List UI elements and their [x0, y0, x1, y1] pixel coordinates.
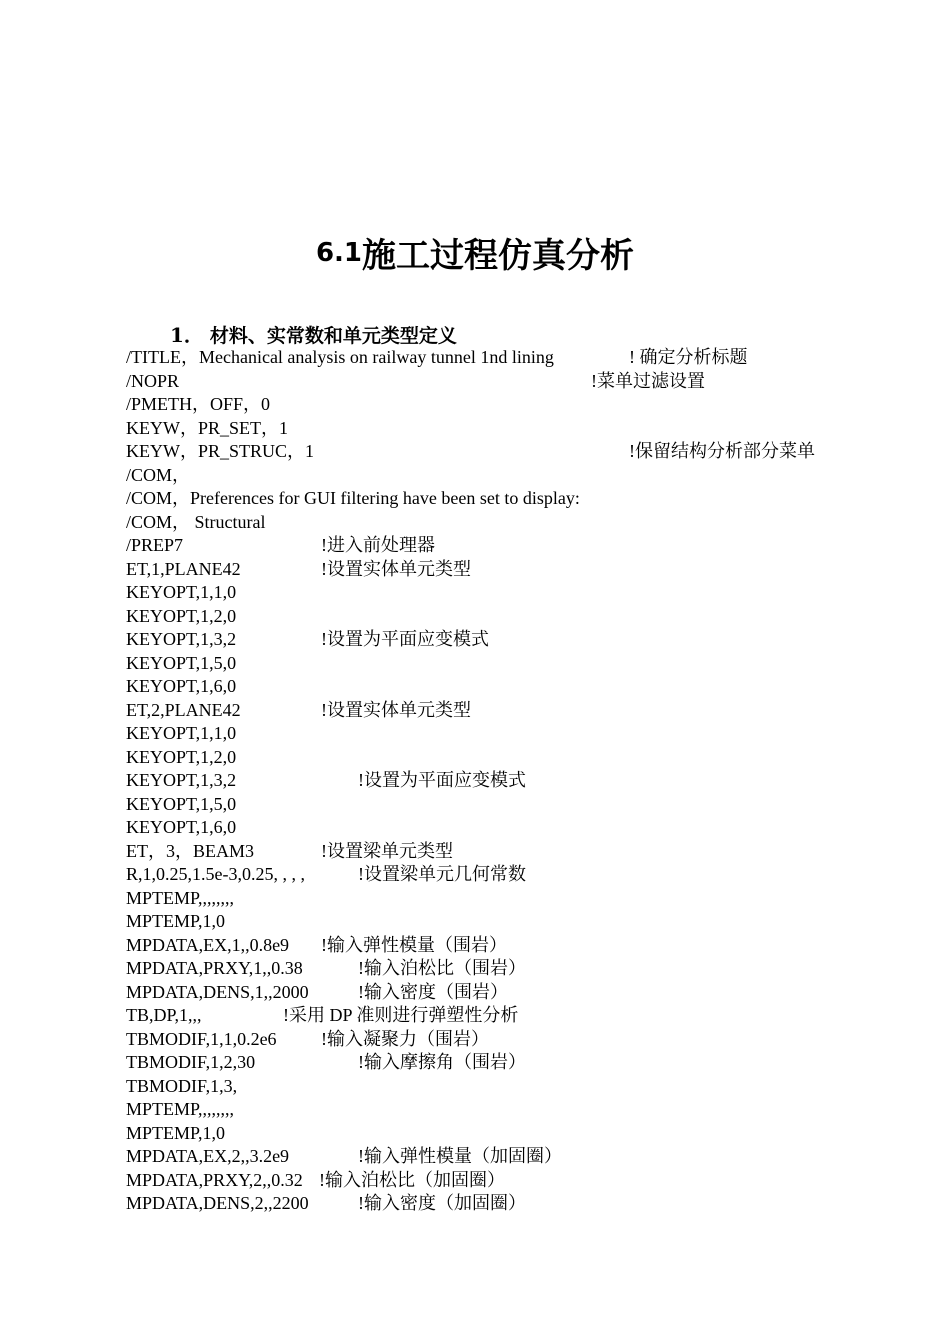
command-comment: !输入密度（加固圈）: [358, 1193, 526, 1213]
section-number: 1．: [170, 323, 204, 347]
command-line: [126, 487, 926, 511]
command-line: [126, 1028, 926, 1052]
command-line: [126, 1051, 926, 1075]
command-code: MPTEMP,,,,,,,,: [126, 1099, 235, 1119]
command-line: [126, 816, 926, 840]
command-line: [126, 1169, 926, 1193]
command-code: MPDATA,EX,1,,0.8e9: [126, 934, 290, 955]
command-line: [126, 534, 926, 558]
command-code: KEYW，PR_SET，1: [126, 417, 288, 438]
command-line: [126, 628, 926, 652]
command-line: [126, 464, 926, 488]
page-title: [0, 228, 950, 277]
command-comment: !输入摩擦角（围岩）: [358, 1052, 526, 1072]
command-code: MPDATA,EX,2,,3.2e9: [126, 1146, 290, 1166]
command-code: KEYW，PR_STRUC，1: [126, 441, 315, 461]
command-line: [126, 769, 926, 793]
command-code: /TITLE，Mechanical analysis on railway tunnel 1nd lining: [126, 347, 554, 367]
command-code: TBMODIF,1,1,0.2e6: [126, 1028, 277, 1049]
command-line: [126, 417, 926, 441]
command-code: /COM， Structural: [126, 511, 266, 532]
command-comment: !设置为平面应变模式: [358, 770, 526, 790]
title-number: 6.1: [315, 238, 363, 268]
command-comment: !输入密度（围岩）: [358, 981, 508, 1002]
command-comment: !输入泊松比（围岩）: [358, 958, 526, 978]
command-code: /PREP7: [126, 535, 184, 555]
command-code: KEYOPT,1,5,0: [126, 652, 237, 673]
command-comment: !菜单过滤设置: [591, 370, 705, 391]
command-listing: [126, 346, 926, 1216]
command-line: [126, 440, 926, 464]
command-code: KEYOPT,1,5,0: [126, 793, 237, 814]
command-code: MPDATA,PRXY,1,,0.38: [126, 958, 303, 978]
command-code: KEYOPT,1,2,0: [126, 605, 237, 626]
command-comment: !输入弹性模量（围岩）: [321, 934, 507, 955]
command-line: [126, 370, 926, 394]
command-line: [126, 863, 926, 887]
command-line: [126, 699, 926, 723]
command-line: [126, 1075, 926, 1099]
command-line: [126, 605, 926, 629]
command-code: KEYOPT,1,6,0: [126, 817, 237, 837]
command-code: MPDATA,DENS,1,,2000: [126, 981, 309, 1002]
command-line: [126, 934, 926, 958]
command-code: MPTEMP,1,0: [126, 1122, 226, 1143]
command-code: TB,DP,1,,,: [126, 1005, 202, 1025]
command-line: [126, 393, 926, 417]
command-line: [126, 746, 926, 770]
command-code: MPTEMP,1,0: [126, 911, 226, 931]
command-line: [126, 652, 926, 676]
command-line: [126, 581, 926, 605]
command-code: TBMODIF,1,3,: [126, 1075, 238, 1096]
command-line: [126, 840, 926, 864]
command-comment: !输入弹性模量（加固圈）: [358, 1146, 562, 1166]
command-line: [126, 675, 926, 699]
command-line: [126, 1145, 926, 1169]
command-comment: !设置梁单元几何常数: [358, 864, 526, 884]
command-line: [126, 793, 926, 817]
command-line: [126, 722, 926, 746]
command-line: [126, 1192, 926, 1216]
command-comment: !设置实体单元类型: [321, 699, 471, 720]
title-text: 施工过程仿真分析: [362, 236, 635, 276]
command-line: [126, 1122, 926, 1146]
command-code: MPDATA,PRXY,2,,0.32: [126, 1169, 303, 1190]
section-label: 材料、实常数和单元类型定义: [209, 325, 457, 347]
command-code: MPTEMP,,,,,,,,: [126, 887, 235, 908]
command-line: [126, 910, 926, 934]
command-code: KEYOPT,1,3,2: [126, 770, 237, 790]
command-code: KEYOPT,1,6,0: [126, 676, 237, 696]
command-code: ET，3，BEAM3: [126, 840, 254, 861]
command-line: [126, 1004, 926, 1028]
command-code: TBMODIF,1,2,30: [126, 1052, 256, 1072]
command-comment: !输入泊松比（加固圈）: [319, 1169, 505, 1190]
command-code: MPDATA,DENS,2,,2200: [126, 1193, 309, 1213]
command-code: /NOPR: [126, 370, 180, 391]
command-line: [126, 1098, 926, 1122]
command-line: [126, 887, 926, 911]
command-code: KEYOPT,1,2,0: [126, 746, 237, 767]
command-comment: !输入凝聚力（围岩）: [321, 1028, 489, 1049]
command-comment: !设置实体单元类型: [321, 558, 471, 579]
command-code: KEYOPT,1,1,0: [126, 723, 237, 743]
section-heading: [170, 319, 457, 348]
command-code: /COM，: [126, 464, 191, 485]
command-code: KEYOPT,1,1,0: [126, 582, 237, 602]
command-code: ET,2,PLANE42: [126, 699, 241, 720]
command-line: [126, 511, 926, 535]
command-comment: !进入前处理器: [321, 535, 435, 555]
command-code: KEYOPT,1,3,2: [126, 629, 237, 649]
command-code: ET,1,PLANE42: [126, 558, 241, 579]
command-code: R,1,0.25,1.5e-3,0.25, , , ,: [126, 864, 305, 884]
command-line: [126, 957, 926, 981]
command-line: [126, 558, 926, 582]
command-comment: !采用 DP 准则进行弹塑性分析: [283, 1005, 519, 1025]
command-comment: !设置梁单元类型: [321, 840, 453, 861]
command-comment: ! 确定分析标题: [629, 347, 748, 367]
command-code: /COM，Preferences for GUI filtering have been set to display:: [126, 488, 580, 508]
command-code: /PMETH，OFF，0: [126, 394, 271, 414]
command-comment: !设置为平面应变模式: [321, 629, 489, 649]
command-line: [126, 981, 926, 1005]
command-comment: !保留结构分析部分菜单: [629, 441, 815, 461]
command-line: [126, 346, 926, 370]
